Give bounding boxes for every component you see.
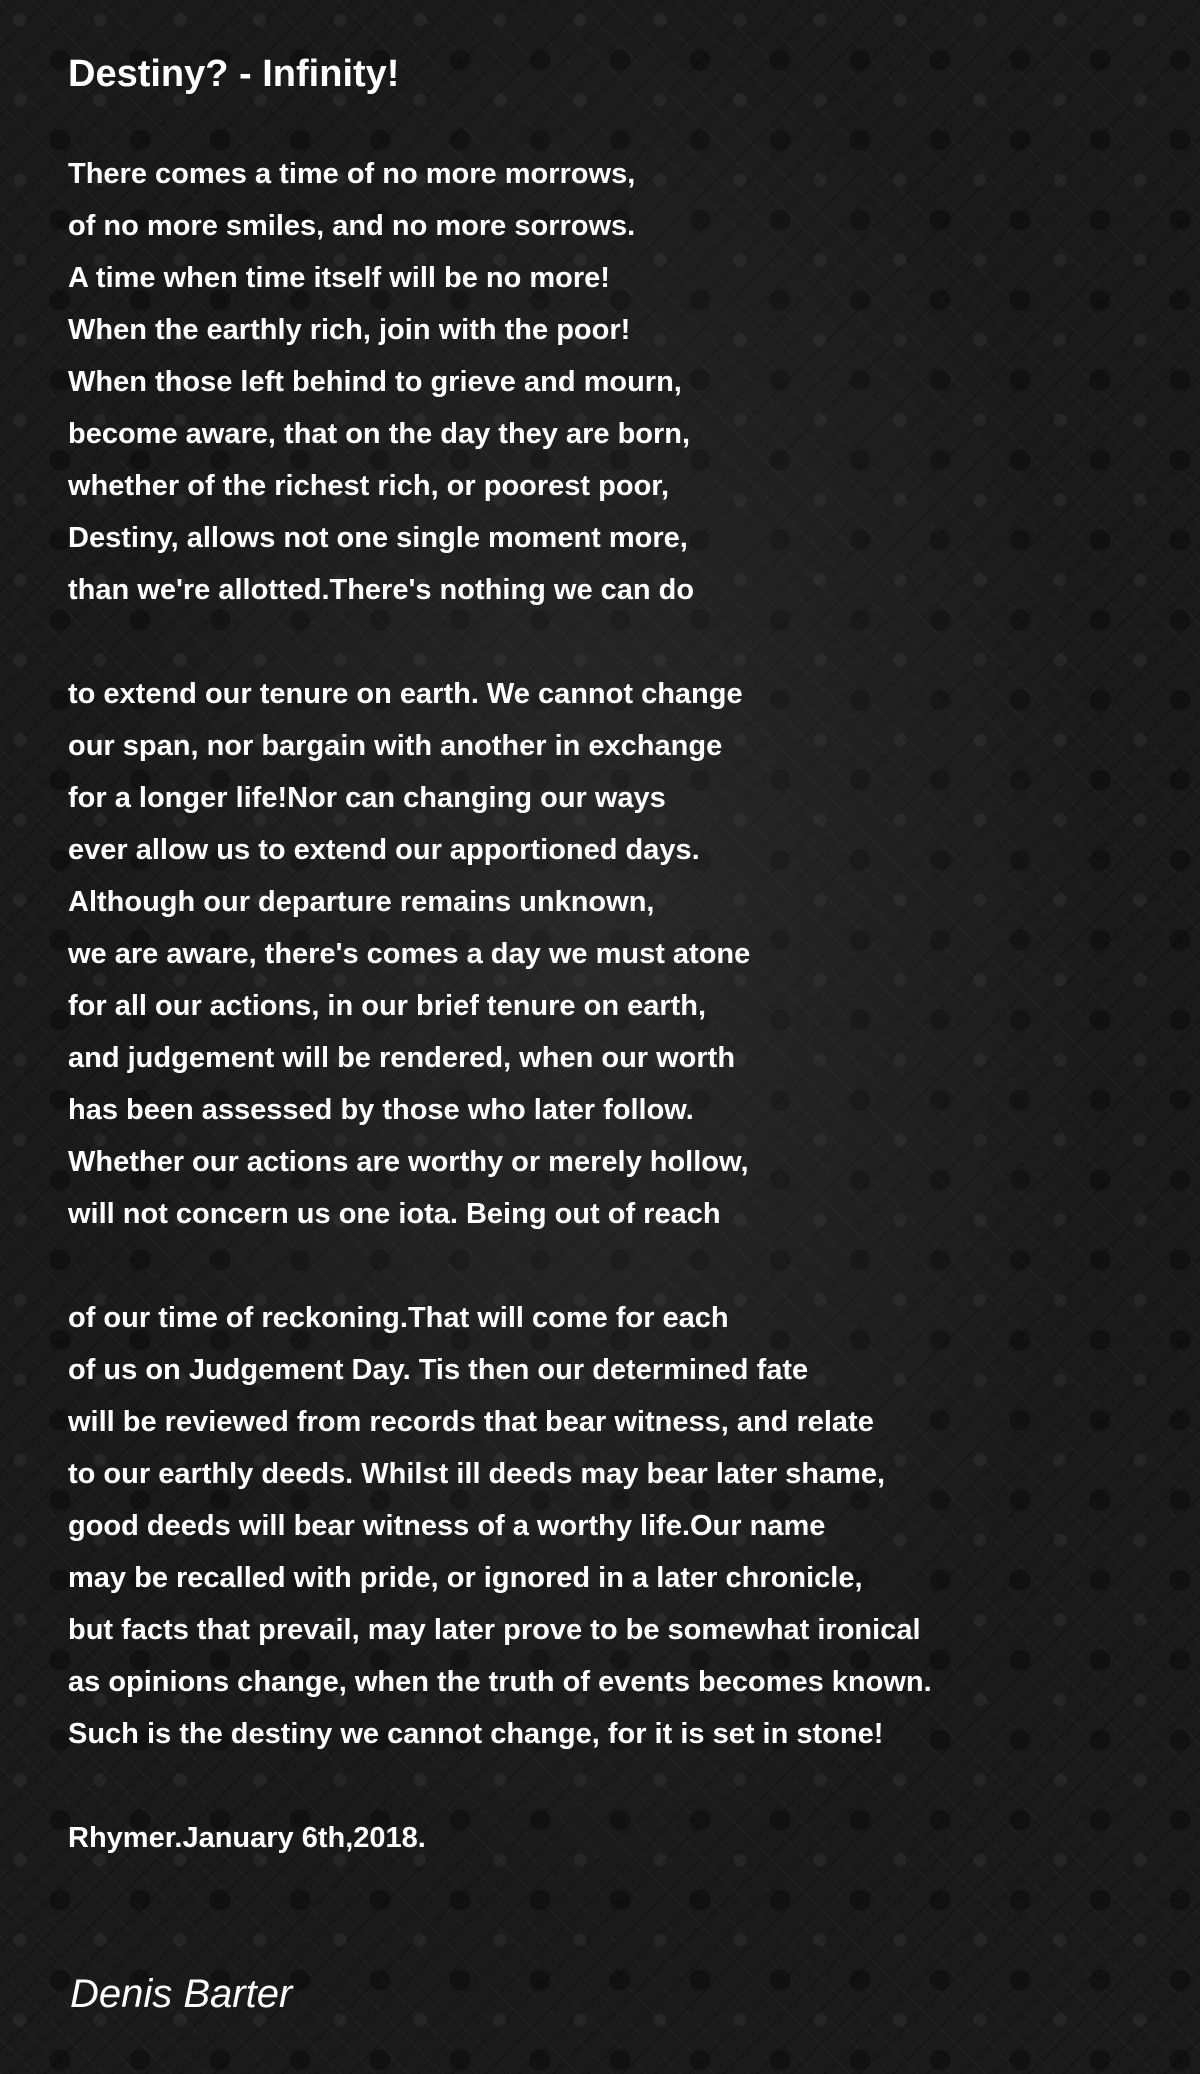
poem-title: Destiny? - Infinity! — [68, 53, 400, 95]
poem-line: as opinions change, when the truth of events becomes known. — [68, 1666, 932, 1698]
poem-line: for all our actions, in our brief tenure on earth, — [68, 990, 707, 1022]
author-signature: Denis Barter — [70, 1972, 293, 2016]
poem-line: we are aware, there's comes a day we must atone — [68, 938, 751, 970]
poem-line: will be reviewed from records that bear witness, and relate — [68, 1406, 874, 1438]
poem-line: of no more smiles, and no more sorrows. — [68, 210, 636, 242]
poem-line: to extend our tenure on earth. We cannot change — [68, 678, 743, 710]
poem-line: may be recalled with pride, or ignored in a later chronicle, — [68, 1562, 863, 1594]
poem-line: of our time of reckoning.That will come for each — [68, 1302, 729, 1334]
poem-line: for a longer life!Nor can changing our ways — [68, 782, 666, 814]
poem-line — [68, 1240, 1168, 1292]
poem-line: Whether our actions are worthy or merely hollow, — [68, 1146, 749, 1178]
poem-line: to our earthly deeds. Whilst ill deeds may bear later shame, — [68, 1458, 886, 1490]
poem-line: than we're allotted.There's nothing we can do — [68, 574, 695, 606]
poem-line — [68, 1760, 1168, 1812]
poem-line: There comes a time of no more morrows, — [68, 158, 636, 190]
poem-line: Rhymer.January 6th,2018. — [68, 1822, 426, 1854]
poem-line: Such is the destiny we cannot change, for it is set in stone! — [68, 1718, 884, 1750]
poem-line: A time when time itself will be no more! — [68, 262, 610, 294]
poem-line: ever allow us to extend our apportioned days. — [68, 834, 700, 866]
poem-line — [68, 616, 1168, 668]
poem-line: our span, nor bargain with another in exchange — [68, 730, 723, 762]
poem-line: When the earthly rich, join with the poor! — [68, 314, 631, 346]
poem-line: When those left behind to grieve and mourn, — [68, 366, 682, 398]
poem-line: will not concern us one iota. Being out of reach — [68, 1198, 721, 1230]
poem-line: good deeds will bear witness of a worthy life.Our name — [68, 1510, 826, 1542]
poem-line: become aware, that on the day they are born, — [68, 418, 691, 450]
poem-line: whether of the richest rich, or poorest poor, — [68, 470, 670, 502]
poem-line: Although our departure remains unknown, — [68, 886, 655, 918]
poem-line: and judgement will be rendered, when our worth — [68, 1042, 736, 1074]
poem-line: has been assessed by those who later follow. — [68, 1094, 694, 1126]
poem-body — [68, 148, 1168, 1864]
poem-line: Destiny, allows not one single moment more, — [68, 522, 688, 554]
poem-line: of us on Judgement Day. Tis then our determined fate — [68, 1354, 809, 1386]
poem-line: but facts that prevail, may later prove to be somewhat ironical — [68, 1614, 921, 1646]
